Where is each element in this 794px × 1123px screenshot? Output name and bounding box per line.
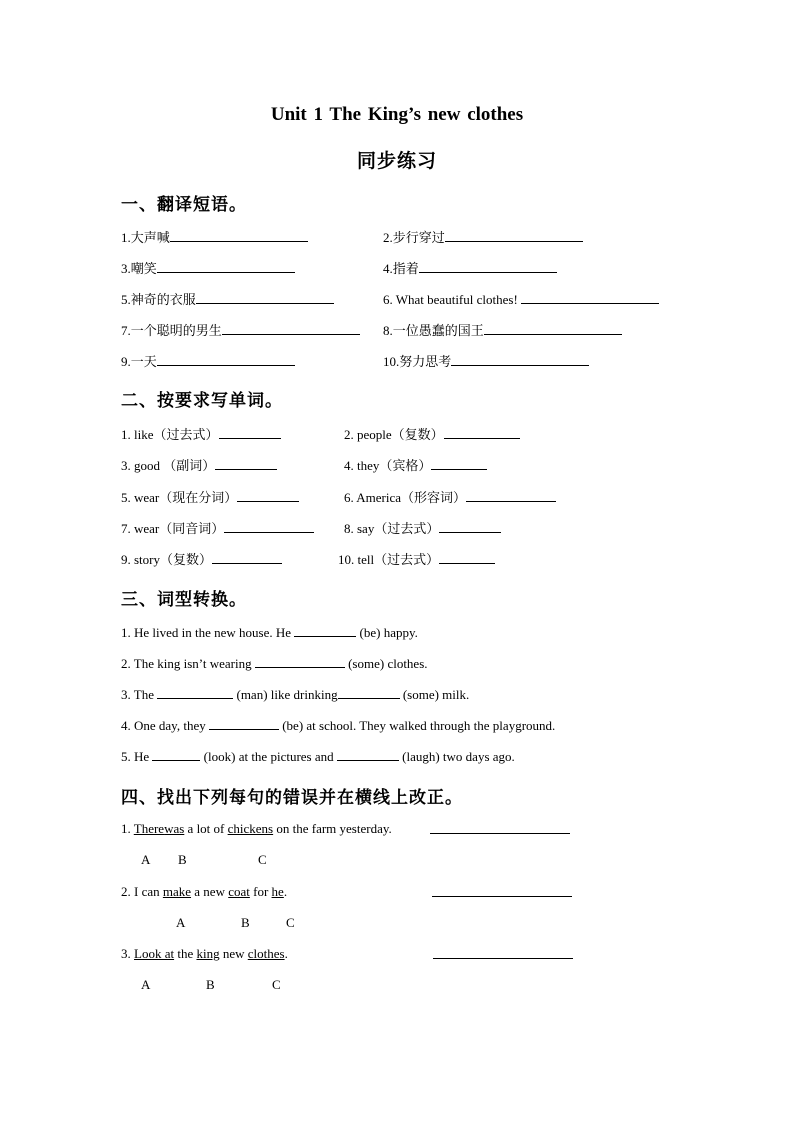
s2-item-8-text: 8. say（过去式） [344, 521, 440, 536]
s4-text: . [284, 946, 288, 961]
page-title: Unit 1 The King’s new clothes [270, 104, 524, 125]
option-letter-a: A [141, 852, 151, 867]
s4-underlined: clothes [247, 946, 285, 961]
s2-item-10-text: 10. tell（过去式） [338, 552, 440, 567]
s3-sentence-5 [121, 748, 515, 765]
s2-item-2 [344, 426, 520, 443]
option-letter-c: C [272, 977, 281, 992]
s4-underlined: king [196, 946, 220, 961]
option-letter-b: B [241, 915, 250, 930]
answer-blank[interactable] [439, 520, 501, 533]
s2-item-3-text: 3. good （副词） [121, 458, 216, 473]
s2-item-4 [344, 457, 487, 474]
answer-blank[interactable] [419, 260, 557, 273]
s3-text: (some) milk. [399, 687, 470, 702]
s1-item-7 [121, 322, 360, 339]
answer-blank[interactable] [212, 551, 282, 564]
answer-blank[interactable] [157, 353, 295, 366]
answer-blank[interactable] [439, 551, 495, 564]
s2-item-9-text: 9. story（复数） [121, 552, 213, 567]
s3-sentence-2 [121, 655, 428, 672]
s1-item-7-text: 7.一个聪明的男生 [121, 323, 222, 338]
answer-blank[interactable] [215, 457, 277, 470]
s3-text: (man) like drinking [233, 687, 338, 702]
s1-item-3-text: 3.嘲笑 [121, 261, 157, 276]
answer-blank[interactable] [466, 489, 556, 502]
section1-heading: 一、翻译短语。 [121, 195, 247, 214]
answer-blank[interactable] [157, 260, 295, 273]
answer-blank[interactable] [222, 322, 360, 335]
s4-text: . [283, 884, 288, 899]
answer-blank[interactable] [484, 322, 622, 335]
s1-item-5 [121, 291, 334, 308]
s4-question-1 [121, 821, 392, 837]
s3-sentence-4 [121, 717, 555, 734]
answer-blank[interactable] [431, 457, 487, 470]
s1-item-2-text: 2.步行穿过 [383, 230, 445, 245]
s3-text: (laugh) two days ago. [398, 749, 515, 764]
s1-item-8 [383, 322, 622, 339]
section3-heading: 三、词型转换。 [121, 590, 247, 609]
s4-text: 3. [121, 946, 134, 961]
s3-text: 5. He [121, 749, 153, 764]
s3-text: (some) clothes. [344, 656, 428, 671]
s1-item-8-text: 8.一位愚蠢的国王 [383, 323, 484, 338]
s4-question-2 [121, 884, 287, 900]
option-letter-b: B [178, 852, 187, 867]
answer-blank[interactable] [157, 686, 233, 699]
answer-blank[interactable] [152, 748, 200, 761]
s4-text: for [249, 884, 272, 899]
s1-item-6 [383, 291, 659, 308]
s4-answer-line-2[interactable] [432, 884, 572, 901]
s4-underlined: make [162, 884, 192, 899]
s4-answer-line-3[interactable] [433, 946, 573, 963]
s3-text: (be) happy. [356, 625, 418, 640]
s1-item-10-text: 10.努力思考 [383, 354, 452, 369]
option-letter-a: A [141, 977, 151, 992]
answer-blank[interactable] [433, 946, 573, 959]
section2-heading: 二、按要求写单词。 [121, 391, 283, 410]
s4-text: on the farm yesterday. [273, 821, 392, 836]
s4-text: the [174, 946, 197, 961]
s3-text: (be) at school. They walked through the playground. [278, 718, 556, 733]
page-subtitle: 同步练习 [356, 151, 437, 172]
s1-item-9-text: 9.一天 [121, 354, 157, 369]
answer-blank[interactable] [209, 717, 279, 730]
s2-item-1-text: 1. like（过去式） [121, 427, 219, 442]
s3-text: 2. The king isn’t wearing [121, 656, 255, 671]
answer-blank[interactable] [432, 884, 572, 897]
s4-text: new [219, 946, 248, 961]
answer-blank[interactable] [444, 426, 520, 439]
s2-item-7 [121, 520, 314, 537]
s1-item-5-text: 5.神奇的衣服 [121, 292, 196, 307]
s1-item-6-text: 6. What beautiful clothes! [383, 292, 518, 307]
s4-text: 1. [121, 821, 134, 836]
s4-underlined: Look at [134, 946, 175, 961]
s1-item-9 [121, 353, 295, 370]
answer-blank[interactable] [224, 520, 314, 533]
s1-item-4 [383, 260, 557, 277]
s1-item-10 [383, 353, 589, 370]
s4-underlined: There [133, 821, 165, 836]
option-letter-b: B [206, 977, 215, 992]
answer-blank[interactable] [170, 229, 308, 242]
s3-text: (look) at the pictures and [200, 749, 337, 764]
answer-blank[interactable] [294, 624, 356, 637]
s2-item-7-text: 7. wear（同音词） [121, 521, 225, 536]
answer-blank[interactable] [219, 426, 281, 439]
s3-text: 1. He lived in the new house. He [121, 625, 295, 640]
s2-item-2-text: 2. people（复数） [344, 427, 444, 442]
answer-blank[interactable] [237, 489, 299, 502]
s2-item-5 [121, 489, 299, 506]
s4-question-3 [121, 946, 288, 962]
s2-item-6 [344, 489, 556, 506]
s1-item-3 [121, 260, 295, 277]
answer-blank[interactable] [451, 353, 589, 366]
s4-text: a new [191, 884, 229, 899]
s2-item-8 [344, 520, 501, 537]
s4-answer-line-1[interactable] [430, 821, 570, 838]
s1-item-2 [383, 229, 583, 246]
option-letter-c: C [286, 915, 295, 930]
s4-text: a lot of [184, 821, 228, 836]
s2-item-1 [121, 426, 281, 443]
s4-text: 2. I can [121, 884, 163, 899]
answer-blank[interactable] [521, 291, 659, 304]
s2-item-3 [121, 457, 277, 474]
section4-heading: 四、找出下列每句的错误并在横线上改正。 [121, 788, 463, 807]
option-letter-c: C [258, 852, 267, 867]
s2-item-9 [121, 551, 282, 568]
s3-sentence-3 [121, 686, 469, 703]
answer-blank[interactable] [430, 821, 570, 834]
s1-item-1 [121, 229, 308, 246]
answer-blank[interactable] [196, 291, 334, 304]
answer-blank[interactable] [338, 686, 400, 699]
s2-item-4-text: 4. they（宾格） [344, 458, 432, 473]
s3-sentence-1 [121, 624, 418, 641]
s4-underlined: was [164, 821, 185, 836]
s1-item-4-text: 4.指着 [383, 261, 419, 276]
answer-blank[interactable] [445, 229, 583, 242]
s2-item-5-text: 5. wear（现在分词） [121, 490, 238, 505]
answer-blank[interactable] [337, 748, 399, 761]
s2-item-10 [338, 551, 495, 568]
s4-underlined: he [271, 884, 284, 899]
s4-underlined: chickens [227, 821, 274, 836]
s3-text: 3. The [121, 687, 158, 702]
option-letter-a: A [176, 915, 186, 930]
s1-item-1-text: 1.大声喊 [121, 230, 170, 245]
s4-underlined: coat [228, 884, 250, 899]
s2-item-6-text: 6. America（形容词） [344, 490, 467, 505]
s3-text: 4. One day, they [121, 718, 209, 733]
answer-blank[interactable] [255, 655, 345, 668]
